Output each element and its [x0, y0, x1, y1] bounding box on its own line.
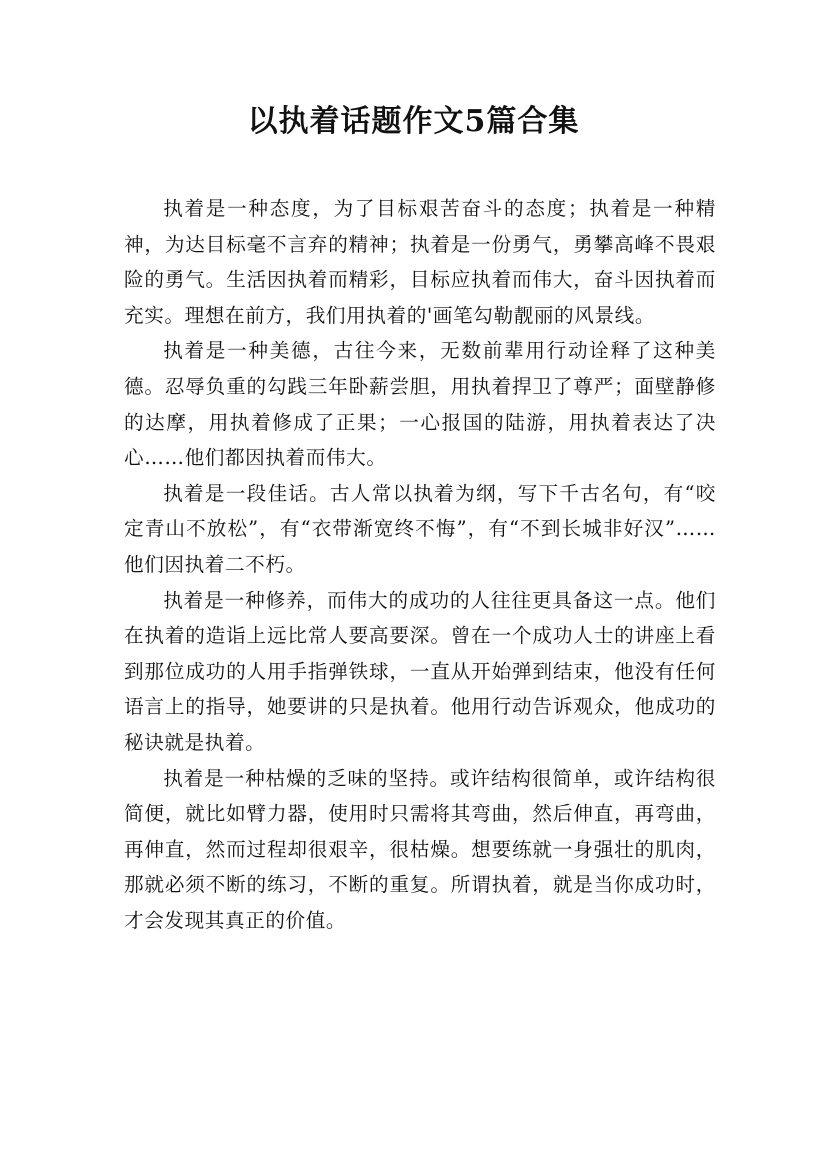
paragraph-5: 执着是一种枯燥的乏味的坚持。或许结构很简单，或许结构很简便，就比如臂力器，使用时只需将其弯曲，然后伸直，再弯曲，再伸直，然而过程却很艰辛，很枯燥。想要练就一身强壮的肌肉，那就必须不断的练习，不断的重复。所谓执着，就是当你成功时，才会发现其真正的价值。	[124, 766, 716, 932]
paragraph-3: 执着是一段佳话。古人常以执着为纲，写下千古名句，有“咬定青山不放松”，有“衣带渐宽终不悔”，有“不到长城非好汉”……他们因执着二不朽。	[124, 481, 716, 576]
paragraph-2: 执着是一种美德，古往今来，无数前辈用行动诠释了这种美德。忍辱负重的勾践三年卧薪尝胆，用执着捍卫了尊严；面壁静修的达摩，用执着修成了正果；一心报国的陆游，用执着表达了决心……他们都因执着而伟大。	[124, 339, 716, 470]
document-title: 以执着话题作文5篇合集	[247, 104, 580, 139]
paragraph-4: 执着是一种修养，而伟大的成功的人往往更具备这一点。他们在执着的造诣上远比常人要高要深。曾在一个成功人士的讲座上看到那位成功的人用手指弹铁球，一直从开始弹到结束，他没有任何语言上的指导，她要讲的只是执着。他用行动告诉观众，他成功的秘诀就是执着。	[124, 588, 716, 754]
paragraph-1: 执着是一种态度，为了目标艰苦奋斗的态度；执着是一种精神，为达目标毫不言弃的精神；执着是一份勇气，勇攀高峰不畏艰险的勇气。生活因执着而精彩，目标应执着而伟大，奋斗因执着而充实。理想在前方，我们用执着的'画笔勾勒靓丽的风景线。	[124, 197, 716, 327]
document-body	[124, 191, 716, 938]
